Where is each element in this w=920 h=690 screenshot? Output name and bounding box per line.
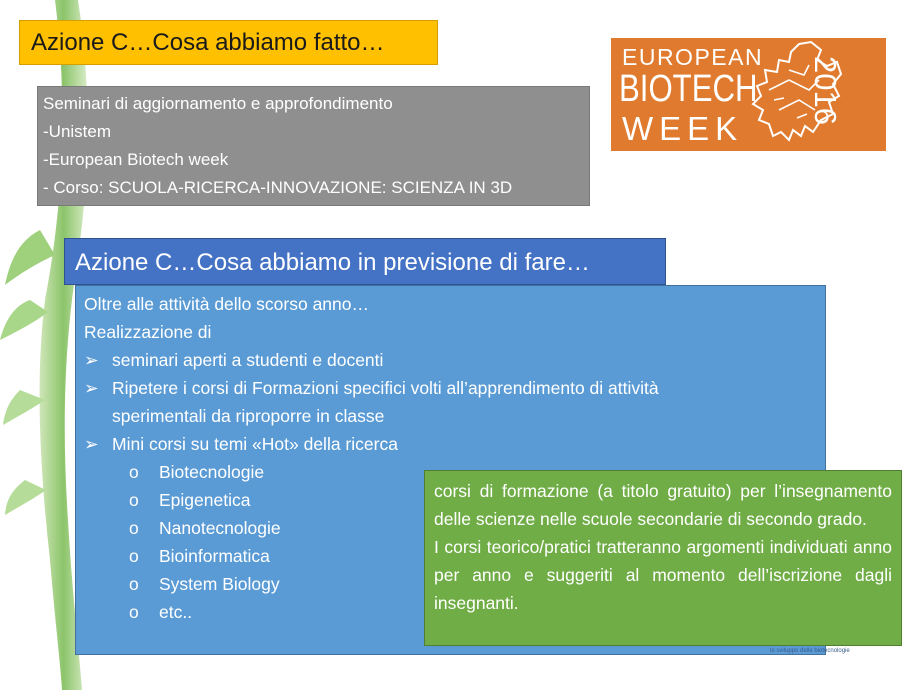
plan-intro: Oltre alle attività dello scorso anno… [84, 294, 369, 314]
arrow-bullet-icon: ➢ [84, 350, 99, 370]
topic-text: Epigenetica [159, 490, 251, 510]
training-courses-callout [424, 470, 902, 646]
callout-paragraph: I corsi teorico/pratici tratteranno argomenti individuati anno per anno e suggeriti al momento dell’iscrizione dagli insegnanti. [434, 537, 892, 613]
logo-line-biotech: BIOTECH [619, 68, 758, 110]
bullet-item [84, 430, 825, 458]
plan-sub-intro: Realizzazione di [84, 322, 212, 342]
plan-section-title: Azione C…Cosa abbiamo in previsione di fare… [64, 238, 666, 285]
done-section-title: Azione C…Cosa abbiamo fatto… [19, 20, 438, 65]
done-item: -European Biotech week [43, 150, 229, 169]
bullet-item [84, 374, 825, 402]
done-item: -Unistem [43, 122, 112, 141]
bullet-text: Mini corsi su temi «Hot» della ricerca [112, 434, 398, 454]
circle-bullet-icon: o [129, 602, 139, 622]
topic-text: System Biology [159, 574, 280, 594]
european-biotech-week-logo [611, 38, 886, 151]
logo-line-week: WEEK [622, 110, 744, 147]
topic-text: etc.. [159, 602, 193, 622]
circle-bullet-icon: o [129, 462, 139, 482]
logo-line-european: EUROPEAN [622, 44, 764, 70]
circle-bullet-icon: o [129, 518, 139, 538]
done-item: - Corso: SCUOLA-RICERCA-INNOVAZIONE: SCIENZA IN 3D [43, 178, 513, 197]
logo-year: 2016 [808, 56, 843, 125]
done-items-box [37, 86, 590, 206]
topic-text: Biotecnologie [159, 462, 265, 482]
topic-text: Bioinformatica [159, 546, 270, 566]
arrow-bullet-icon: ➢ [84, 378, 99, 398]
bullet-text: sperimentali da riproporre in classe [112, 406, 385, 426]
done-item: Seminari di aggiornamento e approfondimento [43, 94, 393, 113]
bullet-text: Ripetere i corsi di Formazioni specifici volti all’apprendimento di attività [112, 378, 659, 398]
bullet-item [84, 346, 825, 374]
circle-bullet-icon: o [129, 490, 139, 510]
circle-bullet-icon: o [129, 546, 139, 566]
callout-paragraph: corsi di formazione (a titolo gratuito) per l’insegnamento delle scienze nelle scuole secondarie di secondo grado. [434, 481, 892, 529]
bullet-continuation [84, 402, 825, 430]
footer-tagline: lo sviluppo delle biotecnologie [770, 648, 850, 654]
bullet-text: seminari aperti a studenti e docenti [112, 350, 384, 370]
arrow-bullet-icon: ➢ [84, 434, 99, 454]
circle-bullet-icon: o [129, 574, 139, 594]
topic-text: Nanotecnologie [159, 518, 281, 538]
